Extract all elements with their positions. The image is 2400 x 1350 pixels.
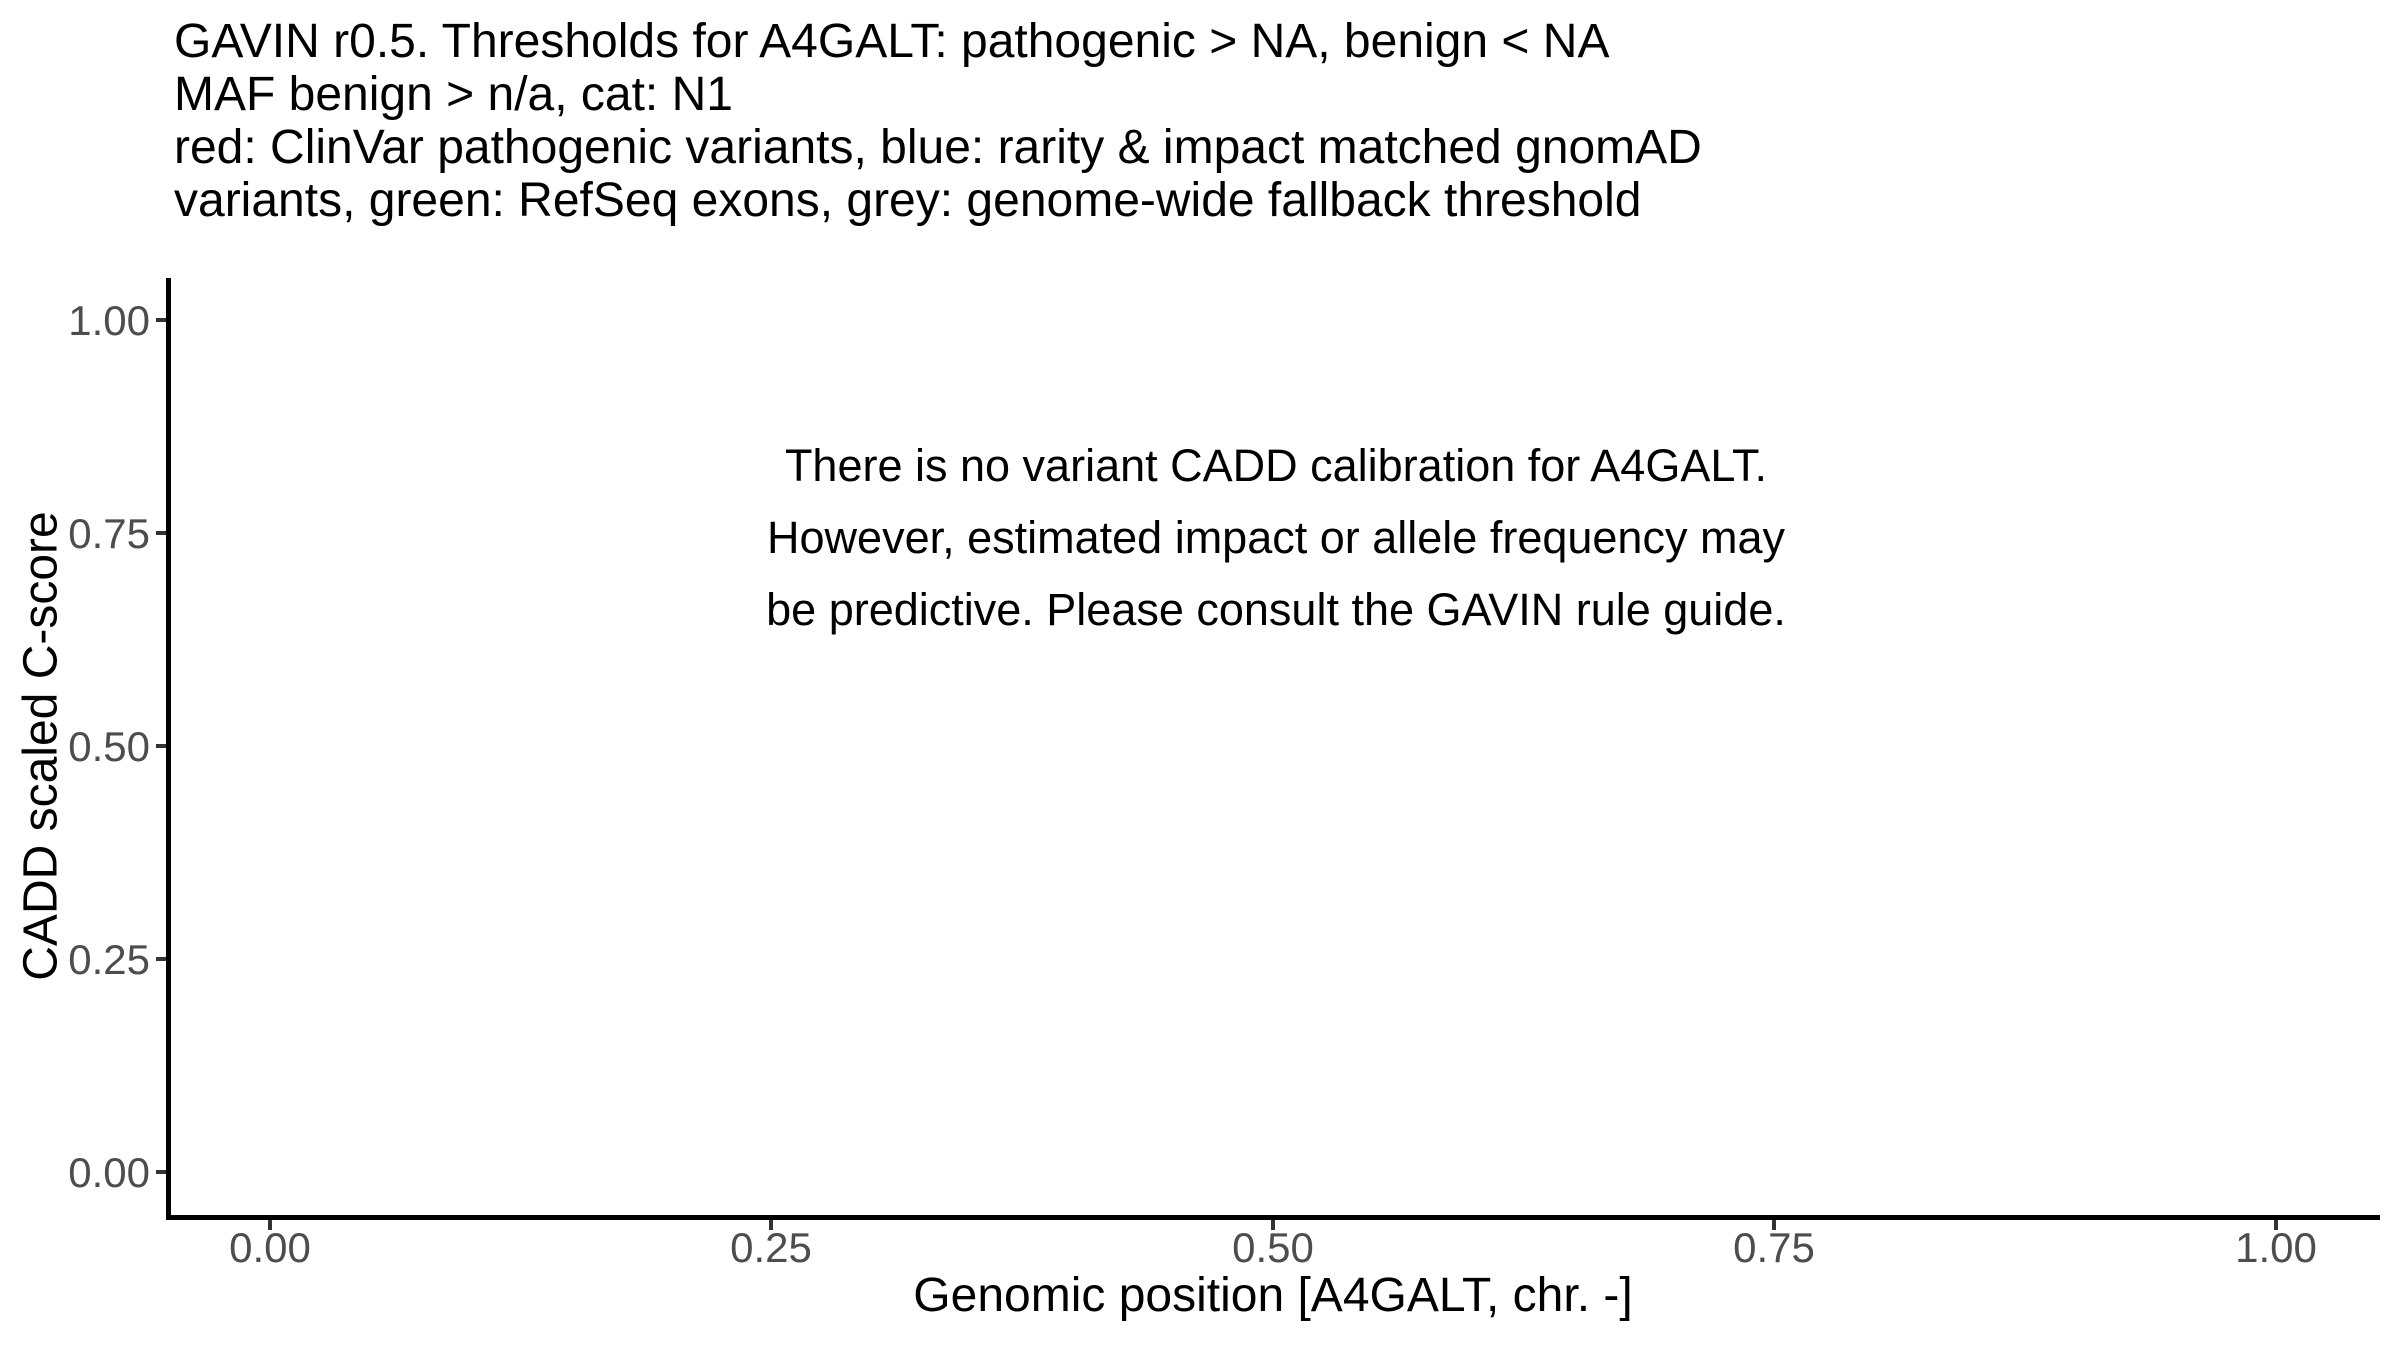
y-axis-title: CADD scaled C-score bbox=[14, 511, 68, 981]
x-tick-label: 0.25 bbox=[730, 1224, 812, 1271]
y-tick-label: 0.25 bbox=[68, 936, 150, 983]
x-axis-title: Genomic position [A4GALT, chr. -] bbox=[913, 1269, 1633, 1322]
y-tick-mark bbox=[156, 531, 166, 535]
plot-title-line-3: red: ClinVar pathogenic variants, blue: rarity & impact matched gnomAD bbox=[174, 121, 1702, 174]
y-tick-mark bbox=[156, 957, 166, 961]
annotation-line-1: There is no variant CADD calibration for A4GALT. bbox=[784, 440, 1768, 491]
y-tick-mark bbox=[156, 318, 166, 322]
y-tick-label: 1.00 bbox=[68, 297, 150, 344]
x-tick-label: 1.00 bbox=[2235, 1224, 2317, 1271]
y-tick-label: 0.75 bbox=[68, 510, 150, 557]
y-tick-mark bbox=[156, 744, 166, 748]
x-tick-label: 0.50 bbox=[1232, 1224, 1314, 1271]
y-tick-label: 0.00 bbox=[68, 1149, 150, 1196]
annotation-line-2: However, estimated impact or allele frequency may bbox=[767, 512, 1785, 563]
plot-panel bbox=[166, 278, 2380, 1220]
annotation-line-3: be predictive. Please consult the GAVIN rule guide. bbox=[766, 584, 1786, 635]
x-tick-label: 0.00 bbox=[229, 1224, 311, 1271]
plot-title-line-2: MAF benign > n/a, cat: N1 bbox=[174, 68, 733, 121]
plot-title bbox=[174, 15, 1702, 227]
y-tick-mark bbox=[156, 1170, 166, 1174]
no-calibration-message bbox=[766, 430, 1786, 646]
y-tick-label: 0.50 bbox=[68, 723, 150, 770]
x-tick-label: 0.75 bbox=[1733, 1224, 1815, 1271]
plot-title-line-1: GAVIN r0.5. Thresholds for A4GALT: pathogenic > NA, benign < NA bbox=[174, 15, 1610, 68]
plot-title-line-4: variants, green: RefSeq exons, grey: genome-wide fallback threshold bbox=[174, 174, 1642, 227]
